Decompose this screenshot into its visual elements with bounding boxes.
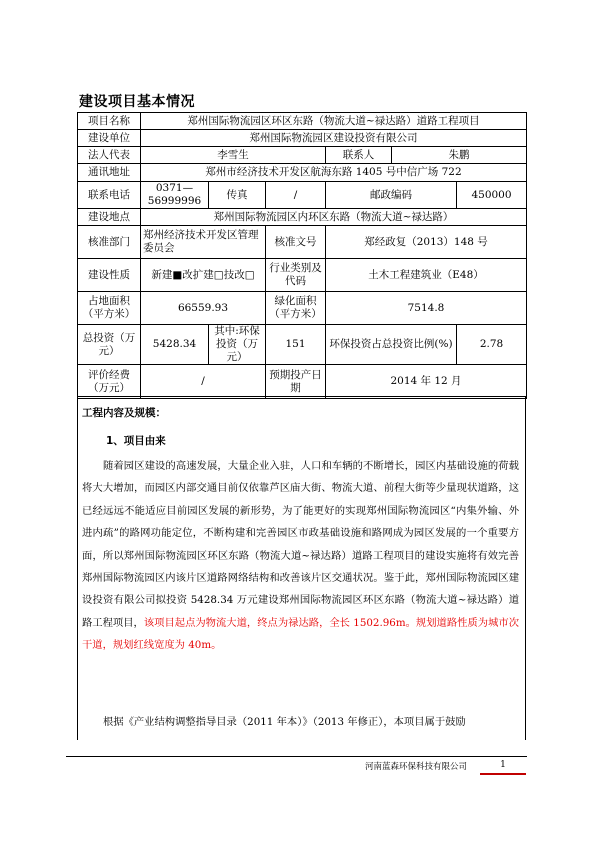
policy-paragraph: 根据《产业结构调整指导目录（2011 年本）》（2013 年修正），本项目属于鼓励	[103, 716, 466, 728]
row-approval	[78, 226, 527, 259]
phone-value: 0371—56999996	[141, 182, 209, 209]
content-heading: 工程内容及规模：	[82, 407, 166, 419]
address-value: 郑州市经济技术开发区航海东路 1405 号中信广场 722	[141, 164, 527, 182]
invest-value: 5428.34	[141, 325, 209, 365]
project-info-table	[77, 112, 527, 399]
unit-label: 建设单位	[78, 130, 141, 147]
contact-value: 朱鹏	[392, 147, 527, 164]
start-value: 2014 年 12 月	[326, 365, 527, 399]
project-content-section	[77, 396, 526, 740]
footer-company: 河南蓝森环保科技有限公司	[365, 762, 468, 772]
legal-rep-label: 法人代表	[78, 147, 141, 164]
contact-label: 联系人	[326, 147, 392, 164]
origin-paragraph	[82, 455, 519, 657]
green-label: 绿化面积（平方米）	[266, 292, 326, 325]
ratio-value: 2.78	[457, 325, 527, 365]
area-label: 占地面积（平方米）	[78, 292, 141, 325]
eval-fee-value: /	[141, 365, 266, 399]
row-legal-rep	[78, 147, 527, 164]
approval-dept-value: 郑州经济技术开发区管理委员会	[141, 226, 266, 259]
postcode-label: 邮政编码	[326, 182, 457, 209]
row-nature	[78, 259, 527, 292]
env-invest-label: 其中:环保投资（万元）	[209, 325, 266, 365]
section-title: 建设项目基本情况	[79, 94, 195, 110]
origin-paragraph-highlight: 该项目起点为物流大道，终点为禄达路，全长 1502.96m。规划道路性质为城市次干道，规划红线宽度为 40m。	[82, 616, 519, 652]
fax-value: /	[266, 182, 326, 209]
content-subheading: 1、项目由来	[106, 435, 166, 447]
row-address	[78, 164, 527, 182]
project-name-label: 项目名称	[78, 113, 141, 130]
row-area	[78, 292, 527, 325]
row-unit	[78, 130, 527, 147]
row-project-name	[78, 113, 527, 130]
approval-no-label: 核准文号	[266, 226, 326, 259]
ratio-label: 环保投资占总投资比例(%)	[326, 325, 457, 365]
row-eval	[78, 365, 527, 399]
fax-label: 传真	[209, 182, 266, 209]
nature-label: 建设性质	[78, 259, 141, 292]
start-label: 预期投产日期	[266, 365, 326, 399]
page-number: 1	[480, 759, 526, 775]
green-value: 7514.8	[326, 292, 527, 325]
approval-dept-label: 核准部门	[78, 226, 141, 259]
nature-value: 新建■改扩建□技改□	[141, 259, 266, 292]
location-label: 建设地点	[78, 209, 141, 226]
origin-paragraph-text: 随着园区建设的高速发展，大量企业入驻，人口和车辆的不断增长，园区内基础设施的荷载将大大增加，而园区内部交通目前仅依靠芦区庙大街、物流大道、前程大街等少量现状道路，这已经远远不能适应目前园区发展的新形势，为了能更好的实现郑州国际物流园区“内集外输、外进内疏”的路网功能定位，不断构建和完善园区市政基础设施和路网成为园区发展的一个重要方面，所以郑州国际物流园区环区东路（物流大道~禄达路）道路工程项目的建设实施将有效完善郑州国际物流园区内该片区道路网络结构和改善该片区交通状况。鉴于此，郑州国际物流园区建设投资有限公司拟投资 5428.34 万元建设郑州国际物流园区环区东路（物流大道~禄达路）道路工程项目，	[82, 460, 519, 629]
footer-divider	[66, 756, 527, 757]
industry-value: 土木工程建筑业（E48）	[326, 259, 527, 292]
approval-no-value: 郑经政复（2013）148 号	[326, 226, 527, 259]
invest-label: 总投资（万元）	[78, 325, 141, 365]
industry-label: 行业类别及代码	[266, 259, 326, 292]
eval-fee-label: 评价经费（万元）	[78, 365, 141, 399]
area-value: 66559.93	[141, 292, 266, 325]
location-value: 郑州国际物流园区内环区东路（物流大道~禄达路）	[141, 209, 527, 226]
project-name-value: 郑州国际物流园区环区东路（物流大道~禄达路）道路工程项目	[141, 113, 527, 130]
row-location	[78, 209, 527, 226]
phone-label: 联系电话	[78, 182, 141, 209]
postcode-value: 450000	[457, 182, 527, 209]
row-phone	[78, 182, 527, 209]
row-invest	[78, 325, 527, 365]
env-invest-value: 151	[266, 325, 326, 365]
address-label: 通讯地址	[78, 164, 141, 182]
unit-value: 郑州国际物流园区建设投资有限公司	[141, 130, 527, 147]
legal-rep-value: 李雪生	[141, 147, 326, 164]
